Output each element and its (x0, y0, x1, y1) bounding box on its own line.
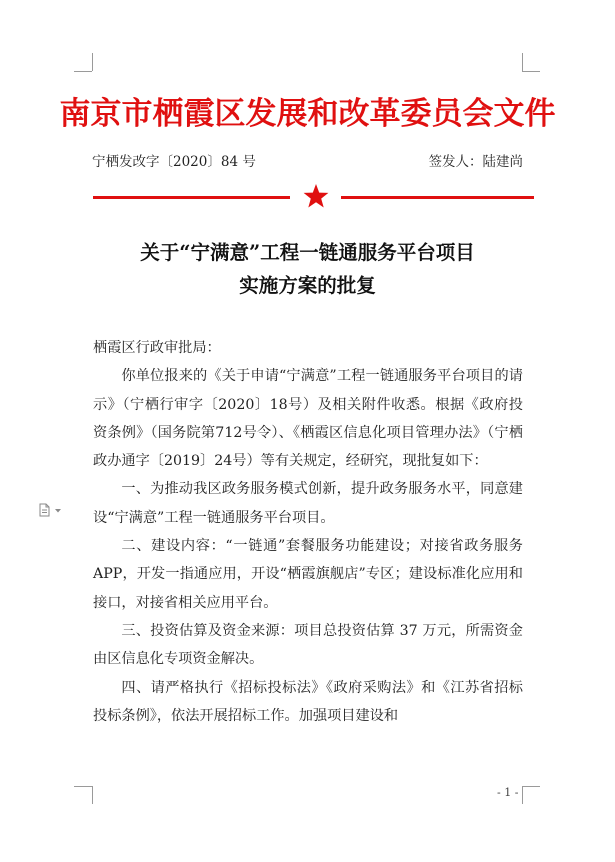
body-paragraph: 一、为推动我区政务服务模式创新，提升政务服务水平，同意建设“宁满意”工程一链通服务平台项目。 (93, 481, 523, 526)
page-number: - 1 - (497, 786, 519, 799)
issuing-organization-title: 南京市栖霞区发展和改革委员会文件 (59, 96, 556, 132)
crop-mark (522, 53, 523, 71)
red-rule-left (93, 196, 290, 199)
body-paragraph: 四、请严格执行《招标投标法》《政府采购法》和《江苏省招标投标条例》，依法开展招标工作。加强项目建设和 (93, 679, 523, 724)
document-number: 宁栖发改字〔2020〕84 号 (92, 154, 256, 170)
crop-mark (522, 786, 523, 804)
crop-mark (74, 71, 92, 72)
red-rule-right (341, 196, 534, 199)
crop-mark (74, 786, 92, 787)
signer: 签发人：陆建尚 (428, 154, 523, 170)
document-icon[interactable] (38, 503, 64, 517)
crop-mark (522, 786, 540, 787)
body-paragraph: 三、投资估算及资金来源：项目总投资估算 37 万元，所需资金由区信息化专项资金解决。 (93, 622, 523, 668)
body-paragraph: 你单位报来的《关于申请“宁满意”工程一链通服务平台项目的请示》（宁栖行审字〔2020〕18号）及相关附件收悉。根据《政府投资条例》（国务院第712号令）、《栖霞区信息化项目管理办法》（宁栖政办通字〔2019〕24号）等有关规定，经研究，现批复如下： (93, 368, 523, 470)
document-subject (0, 236, 615, 302)
crop-mark (92, 786, 93, 804)
subject-line-2: 实施方案的批复 (239, 274, 376, 297)
subject-line-1: 关于“宁满意”工程一链通服务平台项目 (140, 241, 475, 264)
red-star-icon (302, 182, 330, 210)
crop-mark (522, 71, 540, 72)
body-paragraph: 二、建设内容：“一链通”套餐服务功能建设；对接省政务服务 APP，开发一指通应用，开设“栖霞旗舰店”专区；建设标准化应用和接口，对接省相关应用平台。 (93, 538, 523, 611)
salutation: 栖霞区行政审批局： (93, 340, 221, 356)
crop-mark (92, 53, 93, 71)
document-body (93, 334, 523, 730)
